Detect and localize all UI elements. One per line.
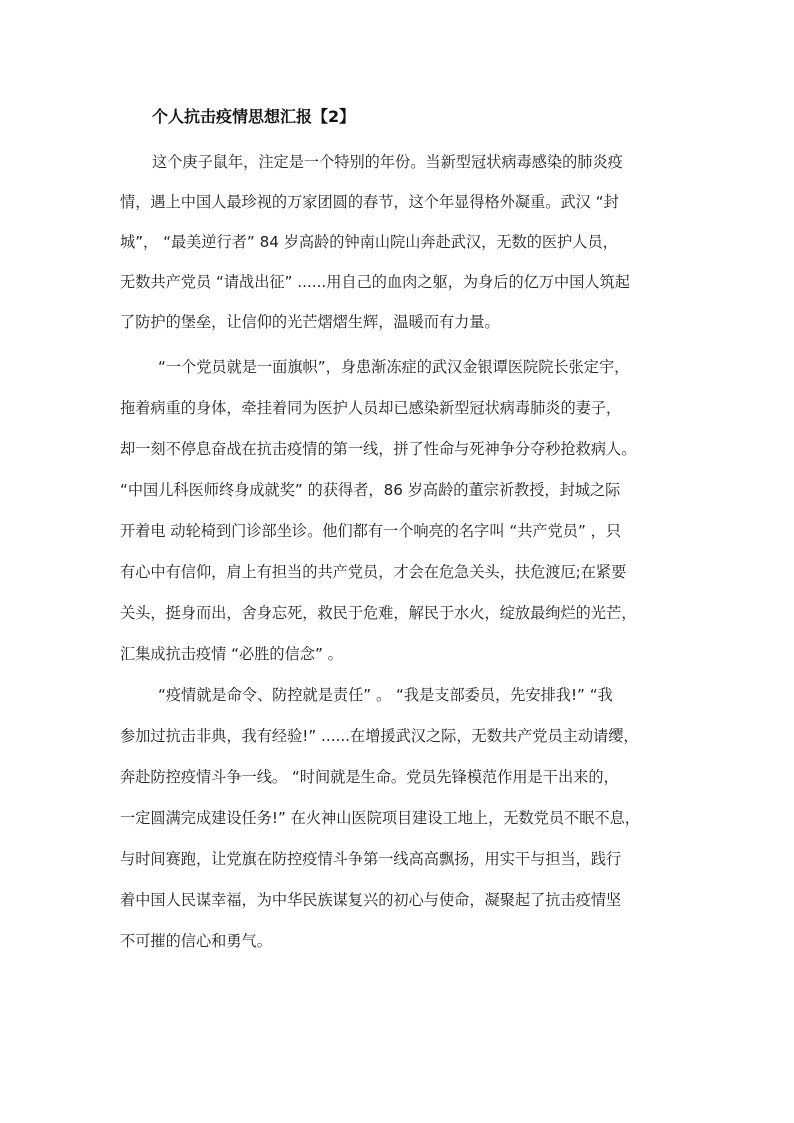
- paragraph-3-line-6: 着中国人民谋幸福，为中华民族谋复兴的初心与使命，凝聚起了抗击疫情坚: [120, 891, 622, 909]
- paragraph-2-line-4: “中国儿科医师终身成就奖” 的获得者，86 岁高龄的董宗祈教授，封城之际: [120, 481, 621, 499]
- paragraph-3-line-3: 奔赴防控疫情斗争一线。 “时间就是生命。党员先锋模范作用是干出来的，: [120, 768, 619, 786]
- paragraph-3-line-2: 参加过抗击非典，我有经验!” ......在增援武汉之际，无数共产党员主动请缨，: [120, 727, 639, 745]
- paragraph-3-line-4: 一定圆满完成建设任务!” 在火神山医院项目建设工地上，无数党员不眠不息，: [120, 809, 640, 827]
- paragraph-1-line-5: 了防护的堡垒，让信仰的光芒熠熠生辉，温暖而有力量。: [120, 313, 500, 331]
- paragraph-1-line-1: 这个庚子鼠年，注定是一个特别的年份。当新型冠状病毒感染的肺炎疫: [152, 153, 623, 171]
- paragraph-3-line-1: “疫情就是命令、防控就是责任” 。 “我是支部委员，先安排我!” “我: [158, 686, 613, 704]
- paragraph-2-line-2: 拖着病重的身体，牵挂着同为医护人员却已感染新型冠状病毒肺炎的妻子，: [120, 399, 622, 417]
- paragraph-1-line-4: 无数共产党员 “请战出征” ......用自己的血肉之躯，为身后的亿万中国人筑起: [120, 273, 630, 291]
- paragraph-1-line-3: 城”， “最美逆行者” 84 岁高龄的钟南山院山奔赴武汉，无数的医护人员，: [120, 233, 618, 251]
- paragraph-2-line-5: 开着电 动轮椅到门诊部坐诊。他们都有一个响亮的名字叫 “共产党员” ，只: [120, 522, 622, 540]
- paragraph-2-line-7: 关头，挺身而出，舍身忘死，救民于危难，解民于水火，绽放最绚烂的光芒，: [120, 604, 637, 622]
- paragraph-2-line-6: 有心中有信仰，肩上有担当的共产党员，才会在危急关头，扶危渡厄;在紧要: [120, 563, 627, 581]
- paragraph-3-line-5: 与时间赛跑，让党旗在防控疫情斗争第一线高高飘扬，用实干与担当，践行: [120, 850, 622, 868]
- paragraph-1-line-2: 情，遇上中国人最珍视的万家团圆的春节，这个年显得格外凝重。武汉 “封: [120, 193, 619, 211]
- paragraph-2-line-8: 汇集成抗击疫情 “必胜的信念” 。: [120, 645, 343, 663]
- document-title: 个人抗击疫情思想汇报【2】: [152, 107, 356, 126]
- paragraph-2-line-3: 却一刻不停息奋战在抗击疫情的第一线，拼了性命与死神争分夺秒抢救病人。: [120, 440, 637, 458]
- paragraph-2-line-1: “一个党员就是一面旗帜”，身患渐冻症的武汉金银谭医院院长张定宇，: [158, 358, 630, 376]
- paragraph-3-line-7: 不可摧的信心和勇气。: [120, 932, 272, 950]
